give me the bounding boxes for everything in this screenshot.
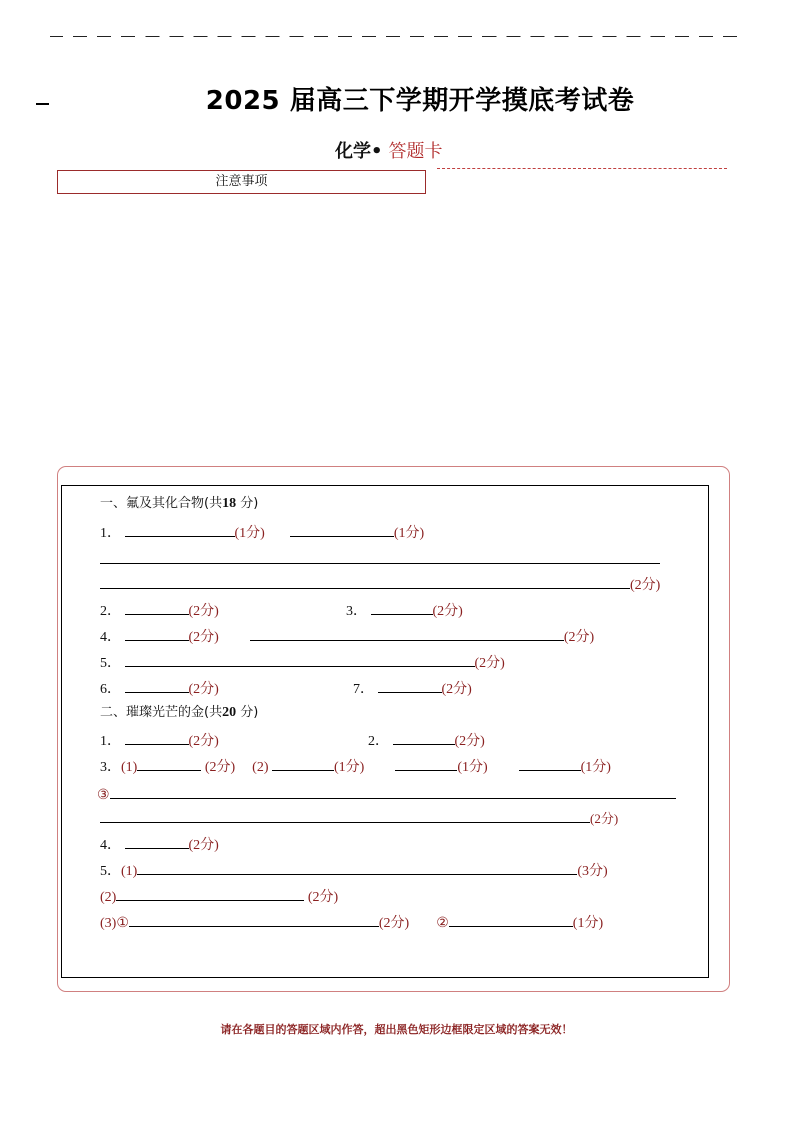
s1-q1-answer-line-1[interactable] (100, 563, 660, 564)
s2-q5-1-blank[interactable] (137, 860, 577, 875)
s2-q3-2-blank-a[interactable] (272, 756, 334, 771)
s2-q4: 4． (2分) (100, 834, 219, 852)
s2-q5-2-blank[interactable] (116, 886, 304, 901)
notes-box: 注意事项 (57, 170, 426, 194)
s2-q5-3-blank-b[interactable] (449, 912, 573, 927)
sheet-type-label: 答题卡 (388, 141, 443, 162)
page-title: 2025 届高三下学期开学摸底考试卷 (205, 86, 635, 116)
red-dashed-rule (437, 168, 727, 169)
s2-q2: 2． (2分) (368, 730, 485, 748)
s2-q3-2-blank-c[interactable] (519, 756, 581, 771)
s1-q6: 6． (2分) (100, 678, 219, 696)
s1-q7: 7． (2分) (353, 678, 472, 696)
s1-q5-blank[interactable] (125, 652, 475, 667)
subtitle (335, 137, 443, 163)
s2-q5-1: 5．(1) (3分) (100, 860, 608, 878)
s1-q3-blank[interactable] (371, 600, 433, 615)
s1-q4: 4． (2分) (2分) (100, 626, 594, 644)
s1-q3: 3． (2分) (346, 600, 463, 618)
s1-q4-blank-b[interactable] (250, 626, 564, 641)
s1-q1-answer-line-2[interactable] (100, 574, 630, 589)
s2-q5-2: (2) (2分) (100, 886, 338, 904)
s2-q1-blank[interactable] (125, 730, 189, 745)
s1-q4-blank-a[interactable] (125, 626, 189, 641)
section2-heading: 二、璀璨光芒的金(共20 分) (100, 705, 259, 720)
footer-notice: 请在各题目的答题区域内作答，超出黑色矩形边框限定区域的答案无效！ (220, 1023, 573, 1036)
s1-q6-blank[interactable] (125, 678, 189, 693)
s2-q3-2-blank-b[interactable] (395, 756, 457, 771)
s1-q2-blank[interactable] (125, 600, 189, 615)
s1-q1-line2: (2分) (100, 574, 660, 592)
s2-q1: 1． (2分) (100, 730, 219, 748)
s2-q3: 3．(1) (2分) (2) (1分) (1分) (1分) (100, 756, 611, 774)
s2-q3-3-answer-line-1[interactable] (110, 784, 676, 799)
corner-mark (36, 103, 49, 105)
s1-q1-blank-b[interactable] (290, 522, 394, 537)
s2-q2-blank[interactable] (393, 730, 455, 745)
s2-q5-3: (3)① (2分) ② (1分) (100, 912, 603, 930)
s2-q3-1-blank[interactable] (137, 756, 201, 771)
s1-q1: 1． (1分) (1分) (100, 522, 424, 540)
section1-heading: 一、氟及其化合物(共18 分) (100, 496, 259, 511)
s2-q3-3-line2: (2分) (100, 808, 618, 826)
s2-q3-3: ③ (97, 784, 676, 802)
s2-q4-blank[interactable] (125, 834, 189, 849)
top-dashed-rule (50, 36, 743, 37)
subject-label: 化学• (335, 141, 383, 162)
s1-q1-blank-a[interactable] (125, 522, 235, 537)
s2-q3-3-answer-line-2[interactable] (100, 808, 590, 823)
s1-q5: 5． (2分) (100, 652, 505, 670)
s1-q2: 2． (2分) (100, 600, 219, 618)
s1-q7-blank[interactable] (378, 678, 442, 693)
s2-q5-3-blank-a[interactable] (129, 912, 379, 927)
